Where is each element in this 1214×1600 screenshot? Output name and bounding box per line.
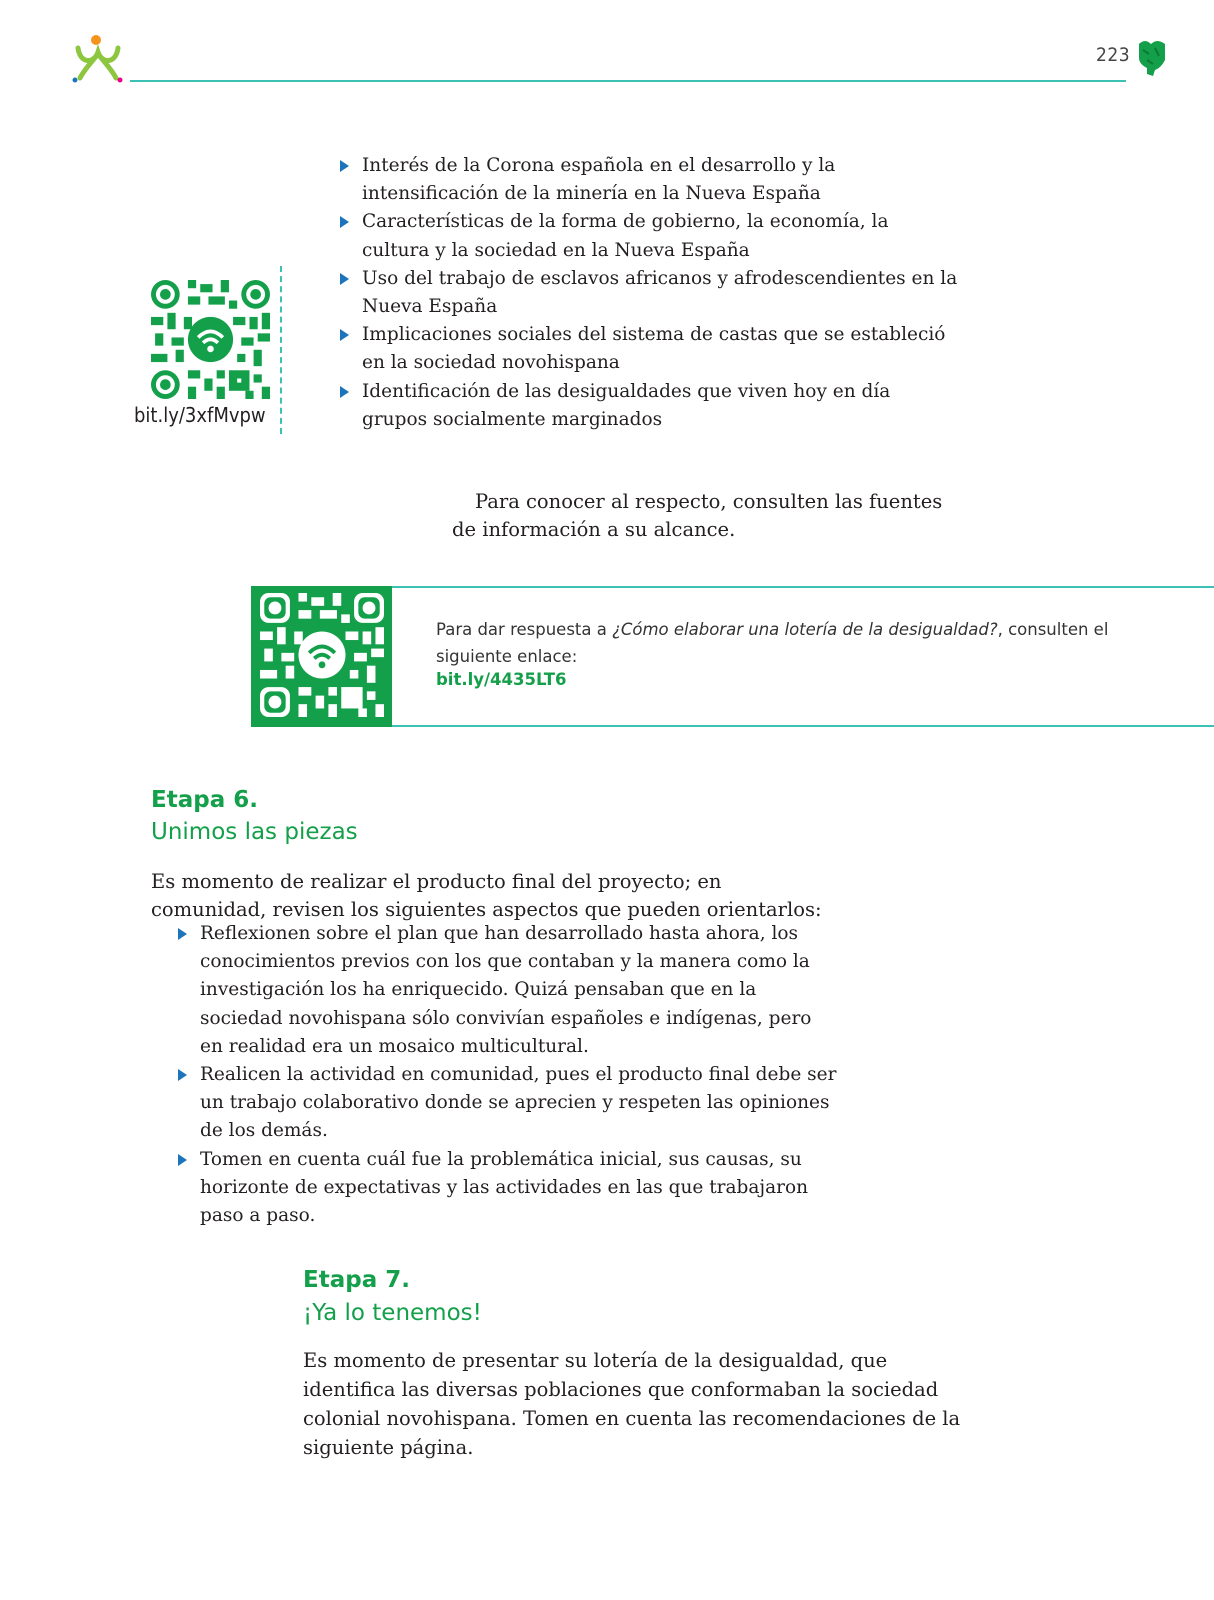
- qr-link-1[interactable]: bit.ly/3xfMvpw: [134, 403, 266, 427]
- list-item: Uso del trabajo de esclavos africanos y afrodescendientes en la Nueva España: [340, 265, 960, 321]
- section-emblem-icon: [1135, 38, 1169, 76]
- list-item: Tomen en cuenta cuál fue la problemática inicial, sus causas, su horizonte de expectativas y las actividades en las que trabajaron paso a paso.: [178, 1146, 838, 1231]
- etapa7-text: Es momento de presentar su lotería de la desigualdad, que identifica las diversas poblaciones que conformaban la sociedad colonial novohispana. Tomen en cuenta las recomendaciones de la siguiente página.: [303, 1349, 961, 1459]
- triangle-bullet-icon: [178, 1154, 187, 1166]
- header-rule: [130, 80, 1126, 82]
- intro-note: Para conocer al respecto, consulten las fuentes de información a su alcance.: [452, 490, 943, 541]
- dashed-divider: [280, 266, 282, 434]
- callout-rule-top: [390, 586, 1214, 588]
- triangle-bullet-icon: [178, 1069, 187, 1081]
- etapa6-list: [178, 920, 838, 1230]
- page-number: 223: [1096, 44, 1131, 66]
- triangle-bullet-icon: [340, 386, 349, 398]
- triangle-bullet-icon: [340, 216, 349, 228]
- etapa6-title: Etapa 6.: [151, 787, 258, 813]
- triangle-bullet-icon: [340, 160, 349, 172]
- topics-list: [340, 152, 960, 434]
- logo-icon: [70, 34, 126, 84]
- list-item: Implicaciones sociales del sistema de castas que se estableció en la sociedad novohispana: [340, 321, 960, 377]
- etapa6-subtitle: Unimos las piezas: [151, 819, 358, 845]
- list-item: Reflexionen sobre el plan que han desarrollado hasta ahora, los conocimientos previos con los que contaban y la manera como la investigación los ha enriquecido. Quizá pensaban que en la sociedad novohispana sólo convivían españoles e indígenas, pero en realidad era un mosaico multicultural.: [178, 920, 838, 1061]
- etapa7-subtitle: ¡Ya lo tenemos!: [303, 1300, 482, 1326]
- qr-code-icon[interactable]: [151, 280, 270, 399]
- etapa7-title: Etapa 7.: [303, 1267, 410, 1293]
- callout-rule-bottom: [390, 725, 1214, 727]
- callout-link[interactable]: bit.ly/4435LT6: [436, 670, 567, 689]
- triangle-bullet-icon: [178, 928, 187, 940]
- list-item: Interés de la Corona española en el desarrollo y la intensificación de la minería en la Nueva España: [340, 152, 960, 208]
- list-item: Realicen la actividad en comunidad, pues el producto final debe ser un trabajo colaborativo donde se aprecien y respeten las opiniones de los demás.: [178, 1061, 838, 1146]
- triangle-bullet-icon: [340, 329, 349, 341]
- list-item: Características de la forma de gobierno, la economía, la cultura y la sociedad en la Nueva España: [340, 208, 960, 264]
- triangle-bullet-icon: [340, 273, 349, 285]
- etapa6-intro: Es momento de realizar el producto final del proyecto; en comunidad, revisen los siguientes aspectos que pueden orientarlos:: [151, 870, 822, 921]
- qr-code-icon[interactable]: [260, 593, 384, 717]
- list-item: Identificación de las desigualdades que viven hoy en día grupos socialmente marginados: [340, 378, 960, 434]
- callout-text: Para dar respuesta a ¿Cómo elaborar una lotería de la desigualdad?, consulten el siguiente enlace:: [436, 620, 1109, 666]
